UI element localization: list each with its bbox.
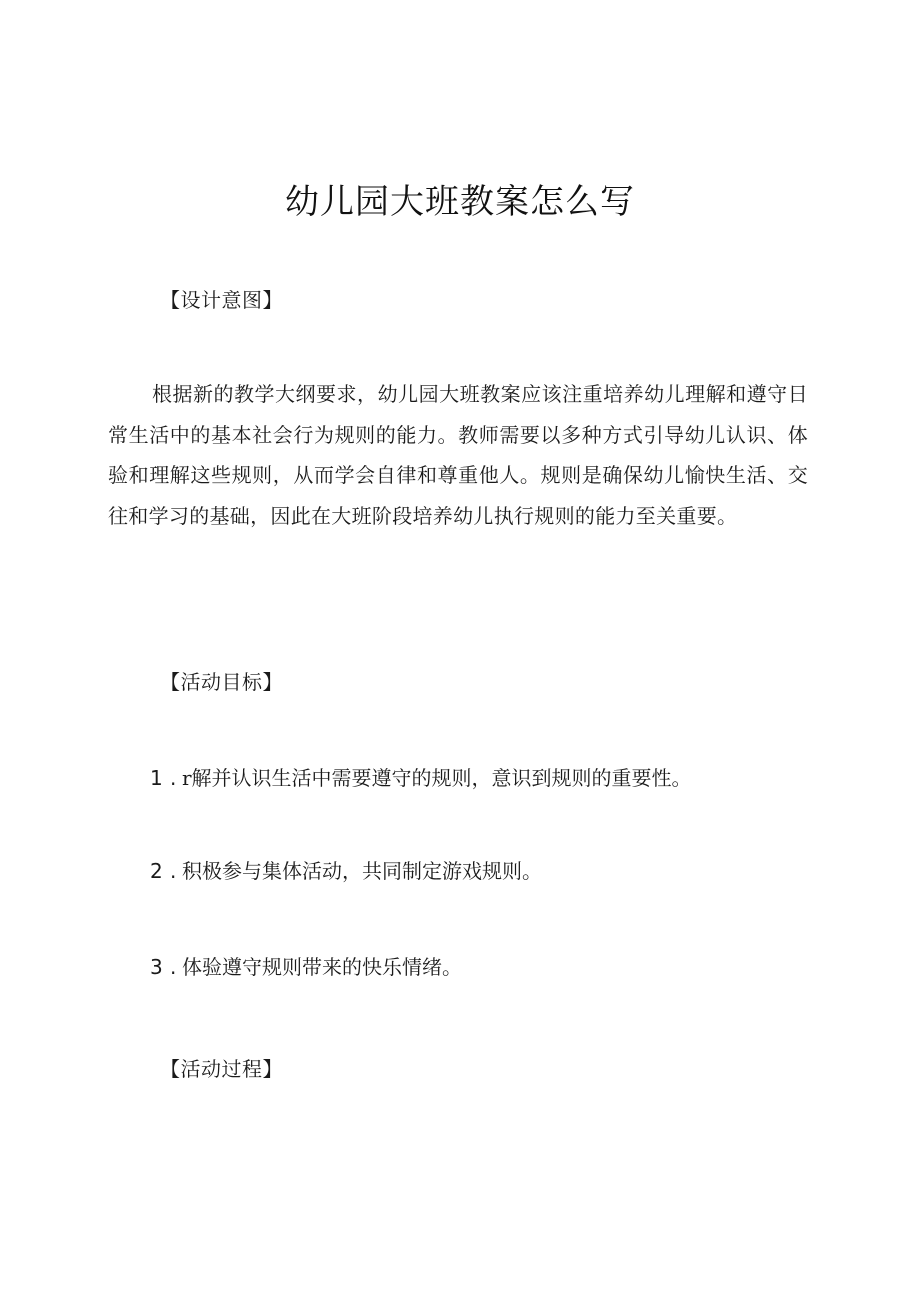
goal-text: r解并认识生活中需要遵守的规则，意识到规则的重要性。 — [182, 766, 692, 790]
section-heading-design-intent: 【设计意图】 — [160, 288, 283, 312]
design-intent-paragraph: 根据新的教学大纲要求，幼儿园大班教案应该注重培养幼儿理解和遵守日常生活中的基本社会行为规则的能力。教师需要以多种方式引导幼儿认识、体验和理解这些规则，从而学会自律和尊重他人。规则是确保幼儿愉快生活、交往和学习的基础，因此在大班阶段培养幼儿执行规则的能力至关重要。 — [108, 382, 808, 528]
goal-number: 1 — [150, 766, 163, 790]
goal-text: 积极参与集体活动，共同制定游戏规则。 — [182, 859, 542, 883]
goal-item-3 — [150, 952, 462, 982]
goal-item-2 — [150, 856, 542, 886]
goal-dot: . — [170, 859, 177, 883]
goal-dot: . — [170, 766, 177, 790]
goal-dot: . — [170, 955, 177, 979]
section-heading-activity-process: 【活动过程】 — [160, 1057, 283, 1081]
goal-number: 3 — [150, 955, 163, 979]
goal-text: 体验遵守规则带来的快乐情绪。 — [182, 955, 462, 979]
goal-number: 2 — [150, 859, 163, 883]
document-title: 幼儿园大班教案怎么写 — [285, 182, 635, 222]
section-heading-activity-goals: 【活动目标】 — [160, 670, 283, 694]
goal-item-1 — [150, 763, 692, 793]
